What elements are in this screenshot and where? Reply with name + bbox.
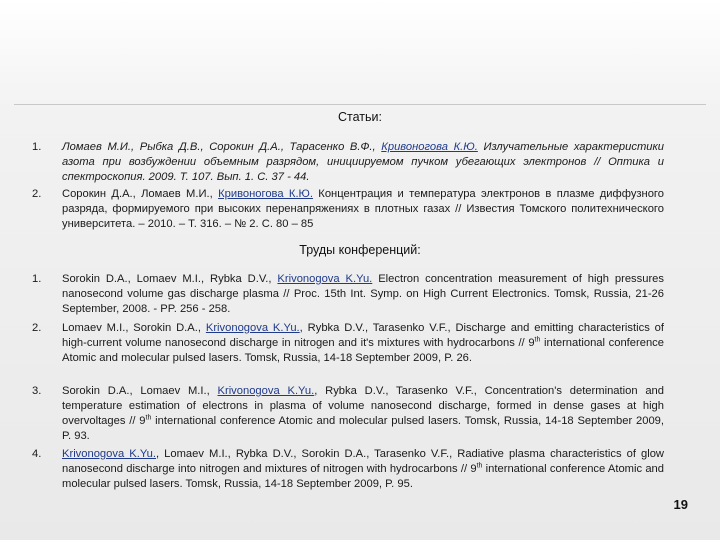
ref-text: Ломаев М.И., Рыбка Д.В., Сорокин Д.А., Тарасенко В.Ф., Кривоногова К.Ю. Излучательные характеристики азота при возбуждении объемным разрядом, инициируемом пучком убегающих электронов // Оптика и спектроскопия. 2009. Т. 107. Вып. 1. С. 37 - 44. (62, 141, 664, 183)
author-link[interactable]: Krivonogova K.Yu. (217, 385, 315, 397)
conference-ref-1 (32, 272, 664, 317)
author-link[interactable]: Krivonogova K.Yu. (62, 448, 156, 460)
conference-ref-2 (32, 321, 664, 366)
ref-number: 1. (32, 273, 42, 285)
author-link[interactable]: Krivonogova K.Yu. (277, 273, 373, 285)
ref-text: Krivonogova K.Yu., Lomaev M.I., Rybka D.V., Sorokin D.A., Tarasenko V.F., Radiative plasma characteristics of glow nanosecond discharge into nitrogen and mixtures of nitrogen with hydrocarbons // 9th international conference Atomic and molecular pulsed lasers. Tomsk, Russia, 14-18 September 2009, P. 95. (62, 448, 665, 490)
ref-text: Сорокин Д.А., Ломаев М.И., Кривоногова К.Ю. Концентрация и температура электронов в плазме диффузного разряда, формируемого при высоких перенапряжениях в плотных газах // Известия Томского политехнического университета. – 2010. – Т. 316. – № 2. С. 80 – 85 (62, 188, 664, 230)
conference-ref-4 (32, 447, 664, 492)
article-ref-1 (32, 140, 664, 185)
article-ref-2 (32, 187, 664, 232)
ref-number: 2. (32, 188, 42, 200)
author-link[interactable]: Krivonogova K.Yu. (205, 322, 300, 334)
top-divider (14, 104, 706, 105)
ref-text: Sorokin D.A., Lomaev M.I., Rybka D.V., Krivonogova K.Yu. Electron concentration measurement of high pressures nanosecond volume gas discharge plasma // Proc. 15th Int. Symp. on High Current Electronics. Tomsk, Russia, 21-26 September, 2008. - PP. 256 - 258. (62, 273, 665, 315)
articles-heading: Статьи: (338, 110, 382, 124)
slide-top-band (0, 0, 720, 104)
conferences-heading: Труды конференций: (299, 243, 421, 257)
conference-ref-3 (32, 384, 664, 444)
ref-number: 2. (32, 322, 42, 334)
page-number: 19 (673, 497, 688, 512)
ref-text: Lomaev M.I., Sorokin D.A., Krivonogova K.Yu., Rybka D.V., Tarasenko V.F., Discharge and emitting characteristics of high-current volume nanosecond discharge in nitrogen and it's mixtures with hydrocarbons // 9th international conference Atomic and molecular pulsed lasers. Tomsk, Russia, 14-18 September 2009, P. 26. (62, 322, 664, 364)
ref-number: 3. (32, 385, 42, 397)
author-link[interactable]: Кривоногова К.Ю. (381, 141, 478, 153)
ref-text: Sorokin D.A., Lomaev M.I., Krivonogova K.Yu., Rybka D.V., Tarasenko V.F., Concentration's determination and temperature estimation of electrons in plasma of volume nanosecond discharge, formed in dense gases at high overvoltages // 9th international conference Atomic and molecular pulsed lasers. Tomsk, Russia, 14-18 September 2009, P. 93. (62, 385, 665, 442)
ref-number: 1. (32, 141, 42, 153)
author-link[interactable]: Кривоногова К.Ю. (218, 188, 313, 200)
ref-number: 4. (32, 448, 42, 460)
